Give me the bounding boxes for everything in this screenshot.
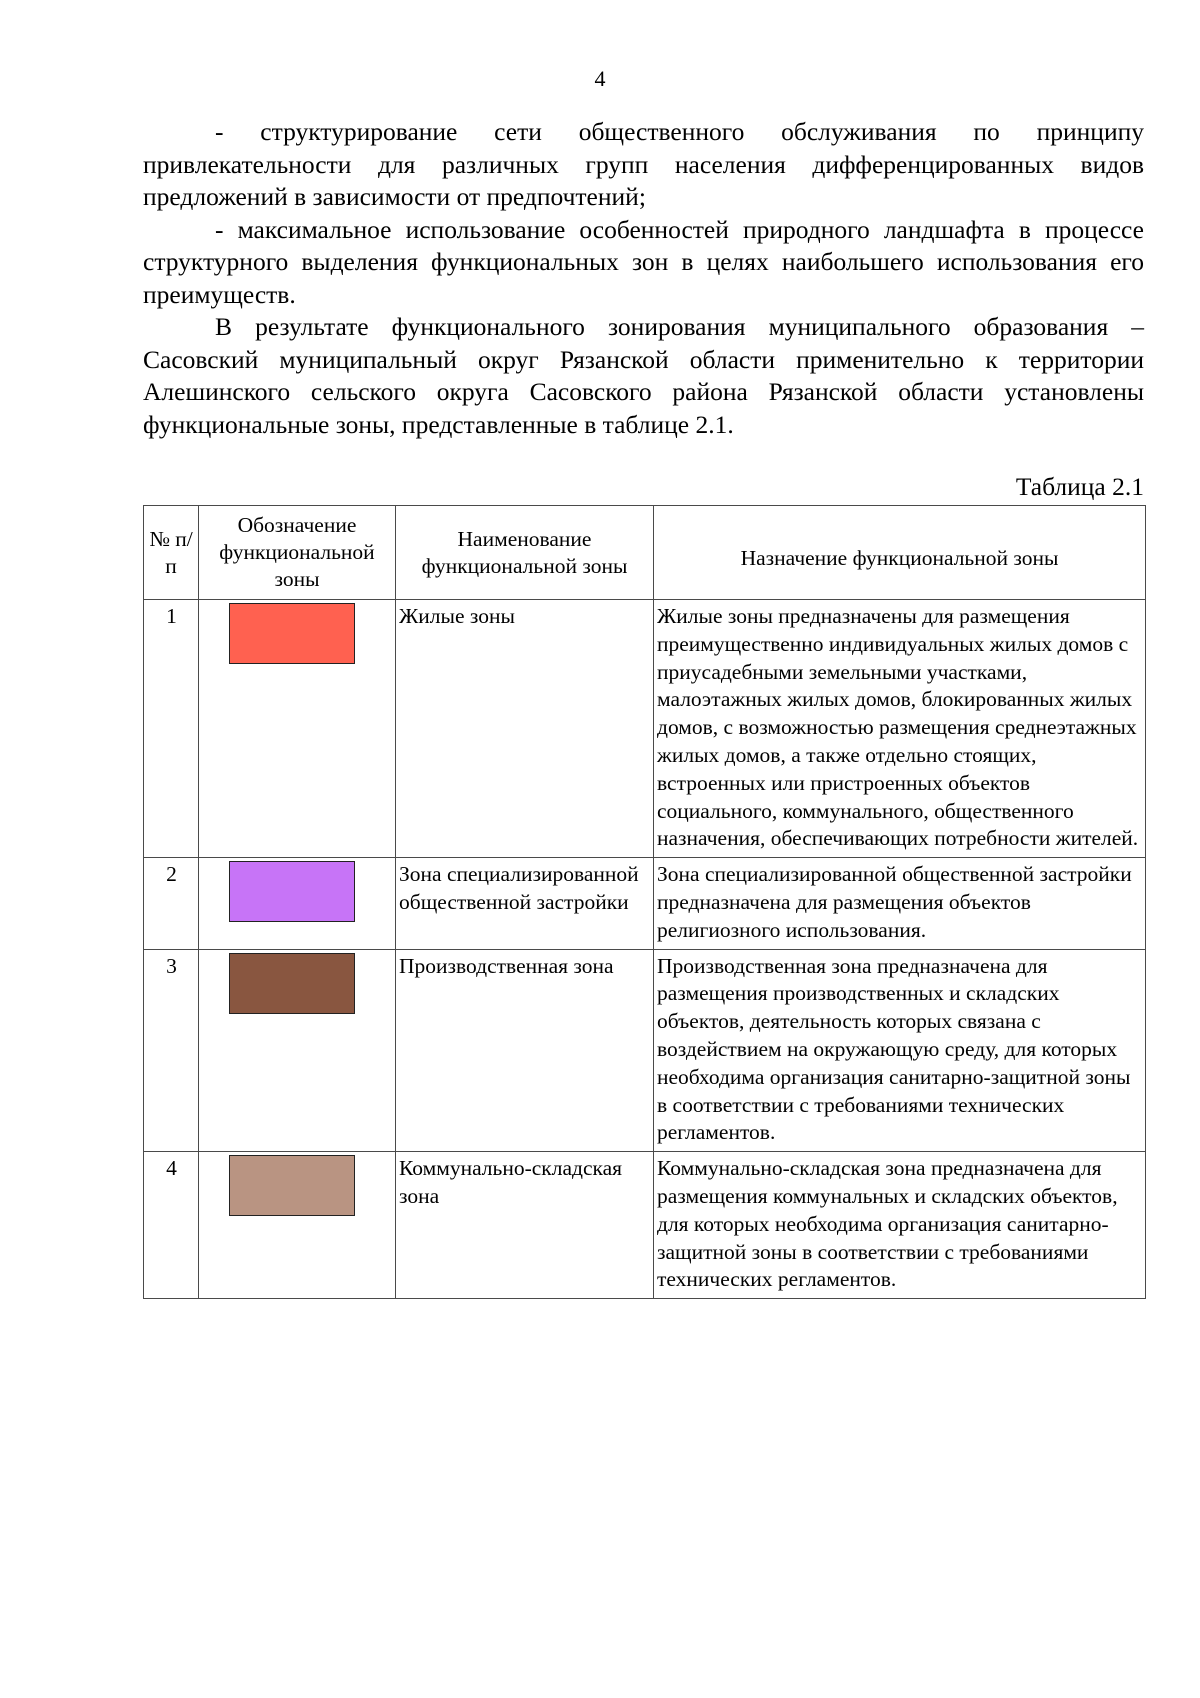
row-number: 1: [144, 600, 199, 858]
zone-color-swatch: [229, 603, 355, 664]
body-text: [143, 116, 1144, 441]
zone-name: Жилые зоны: [396, 600, 654, 858]
table-caption: Таблица 2.1: [1015, 472, 1144, 501]
paragraph: В результате функционального зонирования муниципального образования – Сасовский муниципальный округ Рязанской области применительно к территории Алешинского сельского округа Сасовского района Рязанской области установлены функциональные зоны, представленные в таблице 2.1.: [143, 312, 1144, 439]
zone-color-swatch: [229, 1155, 355, 1216]
zone-purpose: Зона специализированной общественной застройки предназначена для размещения объектов религиозного использования.: [654, 858, 1146, 949]
page-number: 4: [594, 66, 606, 91]
zone-name: Коммунально-складская зона: [396, 1152, 654, 1299]
zone-color-swatch: [229, 861, 355, 922]
table-header-row: [144, 506, 1146, 600]
row-number: 2: [144, 858, 199, 949]
table-row: [144, 949, 1146, 1152]
zone-purpose: Жилые зоны предназначены для размещения преимущественно индивидуальных жилых домов с приусадебными земельными участками, малоэтажных жилых домов, блокированных жилых домов, с возможностью размещения среднеэтажных жилых домов, а также отдельно стоящих, встроенных или пристроенных объектов социального, коммунального, общественного назначения, обеспечивающих потребности жителей.: [654, 600, 1146, 858]
zone-purpose: Коммунально-складская зона предназначена для размещения коммунальных и складских объектов, для которых необходима организация санитарно-защитной зоны в соответствии с требованиями технических регламентов.: [654, 1152, 1146, 1299]
paragraph: - структурирование сети общественного обслуживания по принципу привлекательности для различных групп населения дифференцированных видов предложений в зависимости от предпочтений;: [143, 117, 1144, 211]
header-purpose: Назначение функциональной зоны: [654, 506, 1146, 600]
header-designation: Обозначение функциональной зоны: [199, 506, 396, 600]
table-row: [144, 858, 1146, 949]
zone-name: Зона специализированной общественной застройки: [396, 858, 654, 949]
functional-zones-table: [143, 505, 1146, 1299]
header-name: Наименование функциональной зоны: [396, 506, 654, 600]
table-row: [144, 600, 1146, 858]
header-num: № п/п: [144, 506, 199, 600]
paragraph: - максимальное использование особенностей природного ландшафта в процессе структурного выделения функциональных зон в целях наибольшего использования его преимуществ.: [143, 214, 1144, 309]
zone-purpose: Производственная зона предназначена для размещения производственных и складских объектов, деятельность которых связана с воздействием на окружающую среду, для которых необходима организация санитарно-защитной зоны в соответствии с требованиями технических регламентов.: [654, 949, 1146, 1152]
row-number: 4: [144, 1152, 199, 1299]
table-row: [144, 1152, 1146, 1299]
zone-name: Производственная зона: [396, 949, 654, 1152]
row-number: 3: [144, 949, 199, 1152]
zone-color-swatch: [229, 953, 355, 1014]
